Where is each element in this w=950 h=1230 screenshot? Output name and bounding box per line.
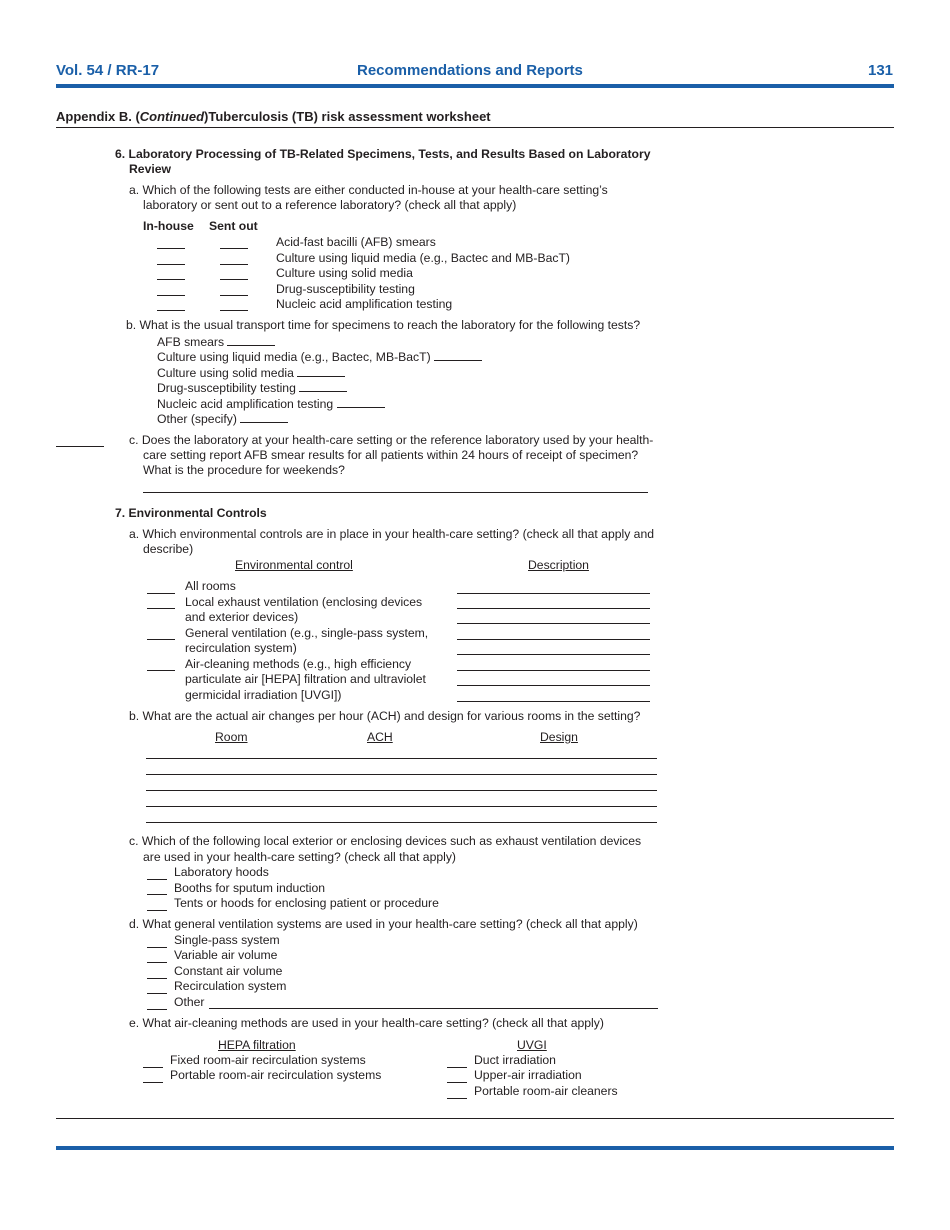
transport-time-blank[interactable] (297, 365, 345, 377)
other-specify-line[interactable] (209, 1008, 658, 1009)
hepa-item: Portable room-air recirculation systems (170, 1068, 382, 1082)
transport-time-blank[interactable] (240, 411, 288, 423)
transport-item: Other (specify) (157, 411, 288, 427)
device-checkbox-3[interactable] (147, 910, 167, 911)
hepa-checkbox-1[interactable] (143, 1067, 163, 1068)
device-item: Laboratory hoods (174, 865, 269, 879)
transport-time-blank[interactable] (227, 334, 275, 346)
question-7a-cont: describe) (143, 542, 194, 556)
transport-item: Culture using liquid media (e.g., Bactec, MB-BacT) (157, 349, 482, 365)
question-6c: c. Does the laboratory at your health-care setting or the reference laboratory used by your health- (129, 433, 654, 447)
control-checkbox-3[interactable] (147, 639, 175, 640)
control-checkbox-1[interactable] (147, 593, 175, 594)
footer-rule (56, 1146, 894, 1150)
question-7c: c. Which of the following local exterior or enclosing devices such as exhaust ventilation devices (129, 834, 642, 848)
sentout-checkbox-1[interactable] (220, 248, 248, 249)
test-item: Culture using solid media (276, 266, 413, 280)
col-ach: ACH (367, 730, 393, 744)
appendix-title: Appendix B. (Continued)Tuberculosis (TB) risk assessment worksheet (56, 109, 491, 124)
control-item: General ventilation (e.g., single-pass system, (185, 626, 429, 640)
question-6c-cont2: What is the procedure for weekends? (143, 463, 345, 477)
sentout-checkbox-4[interactable] (220, 295, 248, 296)
col-environmental-control: Environmental control (235, 558, 353, 572)
question-7c-cont: are used in your health-care setting? (check all that apply) (143, 850, 456, 864)
question-7e: e. What air-cleaning methods are used in your health-care setting? (check all that apply) (129, 1016, 604, 1030)
inhouse-checkbox-2[interactable] (157, 264, 185, 265)
journal-volume: Vol. 54 / RR-17 (56, 62, 160, 79)
section-7-title: 7. Environmental Controls (115, 506, 267, 520)
transport-item: Nucleic acid amplification testing (157, 396, 385, 412)
ventilation-checkbox-1[interactable] (147, 947, 167, 948)
sentout-checkbox-2[interactable] (220, 264, 248, 265)
inhouse-checkbox-5[interactable] (157, 310, 185, 311)
transport-item: Culture using solid media (157, 365, 345, 381)
col-hepa: HEPA filtration (218, 1038, 296, 1052)
page-number: 131 (868, 62, 894, 79)
section-6-title: 6. Laboratory Processing of TB-Related Specimens, Tests, and Results Based on Laboratory (115, 147, 651, 161)
inhouse-checkbox-3[interactable] (157, 279, 185, 280)
header-rule (56, 84, 894, 88)
description-line[interactable] (457, 654, 650, 655)
uvgi-checkbox-3[interactable] (447, 1098, 467, 1099)
control-item: All rooms (185, 579, 236, 593)
control-checkbox-4[interactable] (147, 670, 175, 671)
transport-time-blank[interactable] (434, 349, 482, 361)
question-6a-cont: laboratory or sent out to a reference laboratory? (check all that apply) (143, 198, 517, 212)
test-item: Drug-susceptibility testing (276, 282, 415, 296)
ventilation-item: Recirculation system (174, 979, 287, 993)
control-item-cont: germicidal irradiation [UVGI]) (185, 688, 342, 702)
control-item: Local exhaust ventilation (enclosing devices (185, 595, 423, 609)
control-item-cont: particulate air [HEPA] filtration and ultraviolet (185, 672, 426, 686)
col-uvgi: UVGI (517, 1038, 547, 1052)
ventilation-item: Variable air volume (174, 948, 278, 962)
description-line[interactable] (457, 593, 650, 594)
uvgi-checkbox-2[interactable] (447, 1082, 467, 1083)
col-room: Room (215, 730, 248, 744)
col-design: Design (540, 730, 578, 744)
question-7d: d. What general ventilation systems are used in your health-care setting? (check all that apply) (129, 917, 638, 931)
question-7a: a. Which environmental controls are in place in your health-care setting? (check all that apply and (129, 527, 655, 541)
inhouse-checkbox-4[interactable] (157, 295, 185, 296)
appendix-title-rule (56, 127, 894, 128)
transport-item: AFB smears (157, 334, 275, 350)
device-item: Booths for sputum induction (174, 881, 326, 895)
ach-row-line[interactable] (146, 774, 657, 775)
description-line[interactable] (457, 623, 650, 624)
description-line[interactable] (457, 685, 650, 686)
control-checkbox-2[interactable] (147, 608, 175, 609)
control-item-cont: recirculation system) (185, 641, 297, 655)
uvgi-item: Portable room-air cleaners (474, 1084, 618, 1098)
ventilation-item: Single-pass system (174, 933, 280, 947)
question-6c-cont: care setting report AFB smear results for all patients within 24 hours of receipt of specimen? (143, 448, 639, 462)
hepa-item: Fixed room-air recirculation systems (170, 1053, 366, 1067)
sentout-checkbox-3[interactable] (220, 279, 248, 280)
test-item: Acid-fast bacilli (AFB) smears (276, 235, 436, 249)
inhouse-checkbox-1[interactable] (157, 248, 185, 249)
device-checkbox-1[interactable] (147, 879, 167, 880)
question-6b: b. What is the usual transport time for specimens to reach the laboratory for the following tests? (126, 318, 641, 332)
ventilation-item: Constant air volume (174, 964, 283, 978)
test-item: Culture using liquid media (e.g., Bactec and MB-BacT) (276, 251, 570, 265)
ventilation-checkbox-4[interactable] (147, 993, 167, 994)
transport-time-blank[interactable] (299, 380, 347, 392)
transport-time-blank[interactable] (337, 396, 385, 408)
description-line[interactable] (457, 670, 650, 671)
description-line[interactable] (457, 701, 650, 702)
col-inhouse: In-house (143, 219, 194, 233)
ach-row-line[interactable] (146, 806, 657, 807)
hepa-checkbox-2[interactable] (143, 1082, 163, 1083)
ventilation-checkbox-5[interactable] (147, 1009, 167, 1010)
device-checkbox-2[interactable] (147, 894, 167, 895)
ventilation-item: Other (174, 995, 205, 1009)
uvgi-item: Upper-air irradiation (474, 1068, 582, 1082)
question-7b: b. What are the actual air changes per hour (ACH) and design for various rooms in the setting? (129, 709, 641, 723)
control-item: Air-cleaning methods (e.g., high efficiency (185, 657, 412, 671)
test-item: Nucleic acid amplification testing (276, 297, 453, 311)
ach-row-line[interactable] (146, 758, 657, 759)
col-sentout: Sent out (209, 219, 258, 233)
device-item: Tents or hoods for enclosing patient or procedure (174, 896, 439, 910)
ventilation-checkbox-3[interactable] (147, 978, 167, 979)
weekend-procedure-line[interactable] (143, 492, 648, 493)
description-line[interactable] (457, 639, 650, 640)
question-6a: a. Which of the following tests are either conducted in-house at your health-care setting’s (129, 183, 608, 197)
ach-row-line[interactable] (146, 822, 657, 823)
col-description: Description (528, 558, 589, 572)
journal-section-title: Recommendations and Reports (357, 62, 583, 79)
answer-6c-blank[interactable] (56, 446, 104, 447)
footer-thin-rule (56, 1118, 894, 1119)
control-item-cont: and exterior devices) (185, 610, 299, 624)
description-line[interactable] (457, 608, 650, 609)
ventilation-checkbox-2[interactable] (147, 962, 167, 963)
sentout-checkbox-5[interactable] (220, 310, 248, 311)
uvgi-item: Duct irradiation (474, 1053, 556, 1067)
ach-row-line[interactable] (146, 790, 657, 791)
uvgi-checkbox-1[interactable] (447, 1067, 467, 1068)
transport-item: Drug-susceptibility testing (157, 380, 347, 396)
section-6-title-cont: Review (129, 162, 172, 176)
